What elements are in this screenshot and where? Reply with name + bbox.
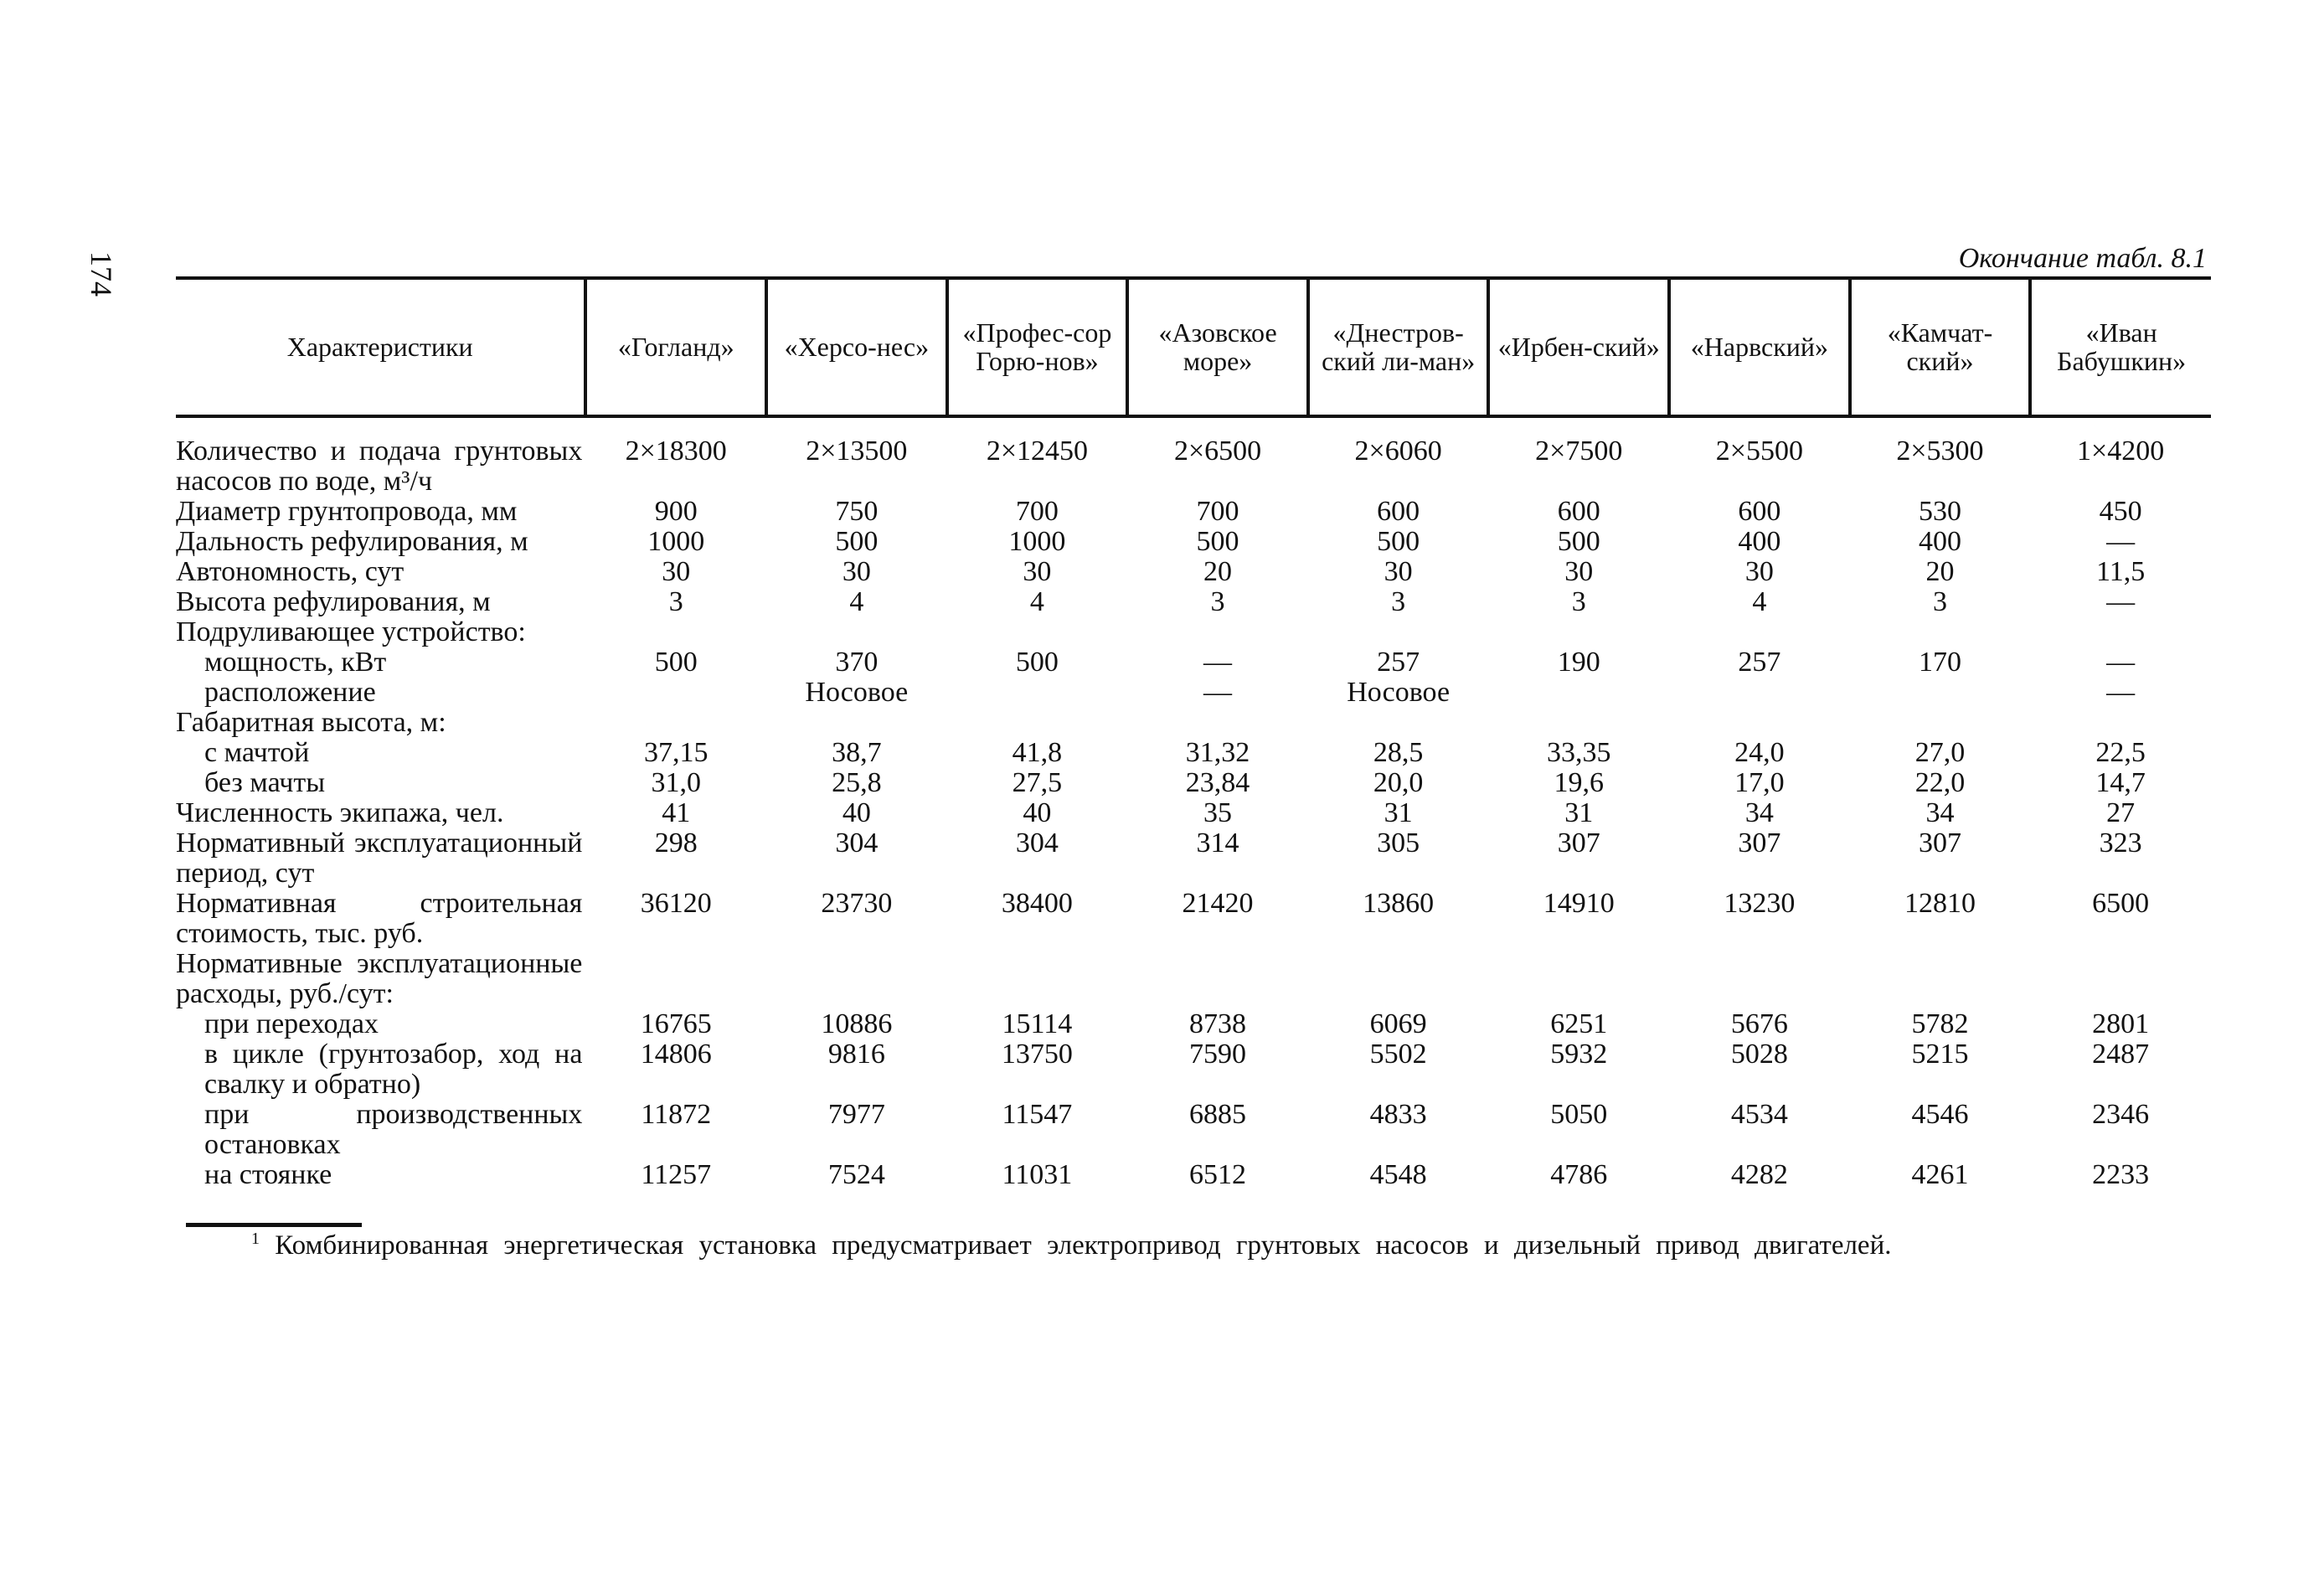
cell-value	[1850, 617, 2031, 647]
cell-value: 750	[835, 496, 879, 527]
table-row	[176, 949, 2211, 1009]
cell-value: 304	[1015, 828, 1059, 859]
row-label: Нормативный эксплуатационный период, сут	[176, 828, 583, 889]
cell-value: 700	[1196, 496, 1239, 527]
cell-value: 2×6060	[1354, 436, 1442, 467]
cell-value: 17,0	[1734, 767, 1785, 798]
row-label: при переходах	[204, 1008, 379, 1039]
cell-value	[1488, 617, 1669, 647]
page-number: 174	[85, 251, 118, 296]
cell-value: 4548	[1369, 1159, 1427, 1190]
footnote-marker: 1	[251, 1230, 260, 1248]
cell-value: 4	[849, 586, 864, 617]
cell-value: 298	[654, 828, 698, 859]
cell-value: 307	[1557, 828, 1600, 859]
cell-value: 2×5500	[1715, 436, 1803, 467]
cell-value: 30	[662, 556, 691, 587]
cell-value: 24,0	[1734, 737, 1785, 768]
cell-value: 30	[1564, 556, 1594, 587]
table-row	[176, 889, 2211, 949]
row-label: Дальность рефулирования, м	[176, 526, 528, 557]
cell-value: 4786	[1550, 1159, 1608, 1190]
row-label: мощность, кВт	[204, 647, 387, 678]
cell-value: 530	[1918, 496, 1961, 527]
cell-value	[1488, 949, 1669, 1009]
table-row	[176, 1100, 2211, 1160]
table-row	[176, 587, 2211, 617]
row-label: Высота рефулирования, м	[176, 586, 491, 617]
row-label: Нормативные эксплуатационные расходы, руб./сут:	[176, 948, 583, 1009]
cell-value: 8738	[1189, 1008, 1247, 1039]
footnote-rule	[186, 1223, 362, 1227]
cell-value	[1669, 949, 1850, 1009]
cell-value	[766, 949, 947, 1009]
header-khersones: «Херсо-нес»	[766, 278, 947, 416]
cell-value: 500	[1557, 526, 1600, 557]
table-row	[176, 647, 2211, 678]
cell-value: 36120	[640, 888, 712, 919]
cell-value: 9816	[827, 1039, 885, 1070]
cell-value: 11547	[1002, 1099, 1073, 1130]
cell-value: 323	[2099, 828, 2142, 859]
cell-value: 2×12450	[986, 436, 1089, 467]
cell-value: —	[2106, 526, 2136, 557]
cell-value: 41	[662, 797, 691, 828]
cell-value: 6251	[1550, 1008, 1608, 1039]
cell-value: 2346	[2092, 1099, 2150, 1130]
cell-value: 13750	[1001, 1039, 1073, 1070]
cell-value: Носовое	[1347, 677, 1451, 708]
cell-value	[766, 708, 947, 738]
row-label: Подруливающее устройство:	[176, 616, 526, 647]
table-row	[176, 1039, 2211, 1100]
header-narvsky: «Нарвский»	[1669, 278, 1850, 416]
header-azovskoe-more: «Азовское море»	[1127, 278, 1308, 416]
cell-value: 400	[1918, 526, 1961, 557]
cell-value: 5782	[1911, 1008, 1969, 1039]
cell-value	[585, 949, 766, 1009]
cell-value	[2030, 949, 2211, 1009]
cell-value: 600	[1738, 496, 1781, 527]
cell-value: 20,0	[1373, 767, 1424, 798]
cell-value: 30	[1744, 556, 1774, 587]
cell-value: 25,8	[832, 767, 882, 798]
table-row	[176, 1160, 2211, 1190]
cell-value: 3	[1571, 586, 1586, 617]
table-caption: Окончание табл. 8.1	[1958, 243, 2207, 274]
cell-value	[1850, 678, 2031, 708]
cell-value: 4833	[1369, 1099, 1427, 1130]
table-row	[176, 828, 2211, 889]
cell-value	[947, 949, 1128, 1009]
characteristics-table	[176, 276, 2211, 1190]
cell-value: 27,0	[1914, 737, 1966, 768]
table-row	[176, 557, 2211, 587]
cell-value: 2×18300	[625, 436, 727, 467]
cell-value	[1850, 949, 2031, 1009]
row-label: с мачтой	[204, 737, 310, 768]
cell-value: 30	[842, 556, 871, 587]
cell-value: 14806	[640, 1039, 712, 1070]
table-row	[176, 768, 2211, 798]
cell-value	[2030, 617, 2211, 647]
cell-value: 11257	[641, 1159, 712, 1190]
row-label: в цикле (грунтозабор, ход на свалку и обратно)	[204, 1039, 583, 1100]
cell-value: 4	[1752, 586, 1767, 617]
row-label: Количество и подача грунтовых насосов по воде, м³/ч	[176, 436, 583, 497]
cell-value: 4546	[1911, 1099, 1969, 1130]
header-professor-goryunov: «Профес-сор Горю-нов»	[947, 278, 1128, 416]
cell-value: 13860	[1363, 888, 1435, 919]
cell-value: 2×6500	[1173, 436, 1262, 467]
header-dnestrovsky-liman: «Днестров-ский ли-ман»	[1308, 278, 1489, 416]
cell-value: 5932	[1550, 1039, 1608, 1070]
cell-value: 3	[1391, 586, 1406, 617]
footnote-text: Комбинированная энергетическая установка предусматривает электропривод грунтовых насосов и дизельный привод двигателей.	[275, 1230, 1892, 1261]
cell-value: 38400	[1001, 888, 1073, 919]
cell-value: 7977	[827, 1099, 885, 1130]
cell-value	[766, 617, 947, 647]
cell-value: 12810	[1904, 888, 1976, 919]
cell-value: 1000	[647, 526, 705, 557]
cell-value: —	[2106, 586, 2136, 617]
row-label: Нормативная строительная стоимость, тыс. руб.	[176, 888, 583, 949]
cell-value: 31	[1384, 797, 1413, 828]
cell-value: —	[1203, 677, 1233, 708]
cell-value: 3	[1210, 586, 1225, 617]
cell-value	[1308, 949, 1489, 1009]
cell-value: 2×13500	[806, 436, 908, 467]
cell-value: 7590	[1189, 1039, 1247, 1070]
cell-value: 11872	[641, 1099, 712, 1130]
cell-value: 15114	[1002, 1008, 1073, 1039]
cell-value: 31,0	[651, 767, 701, 798]
cell-value: 23730	[821, 888, 893, 919]
cell-value: 500	[835, 526, 879, 557]
cell-value: 40	[1023, 797, 1052, 828]
cell-value: 4261	[1911, 1159, 1969, 1190]
cell-value: 13230	[1724, 888, 1796, 919]
cell-value	[1127, 708, 1308, 738]
cell-value: 14,7	[2095, 767, 2146, 798]
cell-value: 6069	[1369, 1008, 1427, 1039]
cell-value: 31	[1564, 797, 1594, 828]
cell-value: 1×4200	[2077, 436, 2165, 467]
table-row	[176, 1009, 2211, 1039]
cell-value: 400	[1738, 526, 1781, 557]
cell-value: 307	[1918, 828, 1961, 859]
cell-value: 6512	[1189, 1159, 1247, 1190]
cell-value: 11031	[1002, 1159, 1073, 1190]
cell-value: 257	[1377, 647, 1420, 678]
cell-value	[585, 678, 766, 708]
cell-value	[1127, 617, 1308, 647]
cell-value: 2801	[2092, 1008, 2150, 1039]
cell-value: 22,5	[2095, 737, 2146, 768]
table-row	[176, 617, 2211, 647]
cell-value: 27,5	[1012, 767, 1063, 798]
cell-value: 35	[1203, 797, 1233, 828]
header-ivan-babushkin: «Иван Бабушкин»	[2030, 278, 2211, 416]
cell-value: 16765	[640, 1008, 712, 1039]
cell-value	[585, 617, 766, 647]
cell-value	[947, 708, 1128, 738]
cell-value: —	[1203, 647, 1233, 678]
header-irbensky: «Ирбен-ский»	[1488, 278, 1669, 416]
table-row	[176, 527, 2211, 557]
cell-value: 37,15	[643, 737, 709, 768]
cell-value: 4282	[1730, 1159, 1788, 1190]
cell-value: 40	[842, 797, 871, 828]
cell-value: 34	[1925, 797, 1955, 828]
cell-value	[1850, 708, 2031, 738]
cell-value: 2×7500	[1535, 436, 1623, 467]
cell-value: 3	[668, 586, 683, 617]
cell-value: 34	[1744, 797, 1774, 828]
cell-value: 27	[2106, 797, 2136, 828]
cell-value: 19,6	[1554, 767, 1604, 798]
table-row	[176, 708, 2211, 738]
cell-value	[1488, 708, 1669, 738]
row-label: без мачты	[204, 767, 326, 798]
cell-value: 10886	[821, 1008, 893, 1039]
footnote	[251, 1230, 2211, 1261]
row-label: Численность экипажа, чел.	[176, 797, 504, 828]
cell-value: 5028	[1730, 1039, 1788, 1070]
header-characteristics: Характеристики	[176, 278, 585, 416]
table-row	[176, 798, 2211, 828]
cell-value: 600	[1377, 496, 1420, 527]
cell-value	[947, 617, 1128, 647]
row-label: Автономность, сут	[176, 556, 405, 587]
row-label: Диаметр грунтопровода, мм	[176, 496, 518, 527]
cell-value	[1488, 678, 1669, 708]
cell-value: 21420	[1182, 888, 1254, 919]
cell-value	[2030, 708, 2211, 738]
cell-value: 257	[1738, 647, 1781, 678]
cell-value: 304	[835, 828, 879, 859]
cell-value: 5502	[1369, 1039, 1427, 1070]
table-row	[176, 497, 2211, 527]
header-gogland: «Гогланд»	[585, 278, 766, 416]
cell-value: 4534	[1730, 1099, 1788, 1130]
cell-value: 30	[1384, 556, 1413, 587]
cell-value: 22,0	[1914, 767, 1966, 798]
cell-value	[1308, 617, 1489, 647]
cell-value: 190	[1557, 647, 1600, 678]
cell-value: 41,8	[1012, 737, 1063, 768]
row-label: при производственных остановках	[204, 1099, 583, 1160]
cell-value	[1127, 949, 1308, 1009]
cell-value: 23,84	[1185, 767, 1250, 798]
cell-value: Носовое	[805, 677, 909, 708]
cell-value: 1000	[1008, 526, 1066, 557]
cell-value	[1669, 708, 1850, 738]
row-label: на стоянке	[204, 1159, 332, 1190]
cell-value: 370	[835, 647, 879, 678]
cell-value	[1308, 708, 1489, 738]
cell-value: 2233	[2092, 1159, 2150, 1190]
cell-value	[585, 708, 766, 738]
cell-value	[1669, 678, 1850, 708]
table-row	[176, 678, 2211, 708]
cell-value: 5050	[1550, 1099, 1608, 1130]
cell-value: 7524	[827, 1159, 885, 1190]
cell-value: 900	[654, 496, 698, 527]
cell-value: 600	[1557, 496, 1600, 527]
cell-value: 500	[654, 647, 698, 678]
cell-value: 30	[1023, 556, 1052, 587]
cell-value: 3	[1932, 586, 1947, 617]
cell-value: 28,5	[1373, 737, 1424, 768]
cell-value: 170	[1918, 647, 1961, 678]
cell-value: 14910	[1543, 888, 1615, 919]
cell-value	[1669, 617, 1850, 647]
cell-value: —	[2106, 677, 2136, 708]
cell-value: 6500	[2092, 888, 2150, 919]
row-label: Габаритная высота, м:	[176, 707, 446, 738]
cell-value: 4	[1029, 586, 1044, 617]
cell-value: 11,5	[2096, 556, 2146, 587]
cell-value: 700	[1015, 496, 1059, 527]
cell-value: 31,32	[1185, 737, 1250, 768]
header-kamchatsky: «Камчат-ский»	[1850, 278, 2031, 416]
cell-value: 500	[1015, 647, 1059, 678]
cell-value: 20	[1203, 556, 1233, 587]
cell-value: 6885	[1189, 1099, 1247, 1130]
cell-value: 500	[1196, 526, 1239, 557]
cell-value	[947, 678, 1128, 708]
table-row	[176, 436, 2211, 497]
table-row	[176, 738, 2211, 768]
cell-value: 305	[1377, 828, 1420, 859]
header-row	[176, 278, 2211, 416]
cell-value: 20	[1925, 556, 1955, 587]
cell-value: 2×5300	[1896, 436, 1984, 467]
cell-value: 2487	[2092, 1039, 2150, 1070]
cell-value: 307	[1738, 828, 1781, 859]
cell-value: —	[2106, 647, 2136, 678]
cell-value: 33,35	[1547, 737, 1611, 768]
cell-value: 38,7	[832, 737, 882, 768]
cell-value: 314	[1196, 828, 1239, 859]
cell-value: 5215	[1911, 1039, 1969, 1070]
cell-value: 500	[1377, 526, 1420, 557]
cell-value: 5676	[1730, 1008, 1788, 1039]
cell-value: 450	[2099, 496, 2142, 527]
row-label: расположение	[204, 677, 376, 708]
